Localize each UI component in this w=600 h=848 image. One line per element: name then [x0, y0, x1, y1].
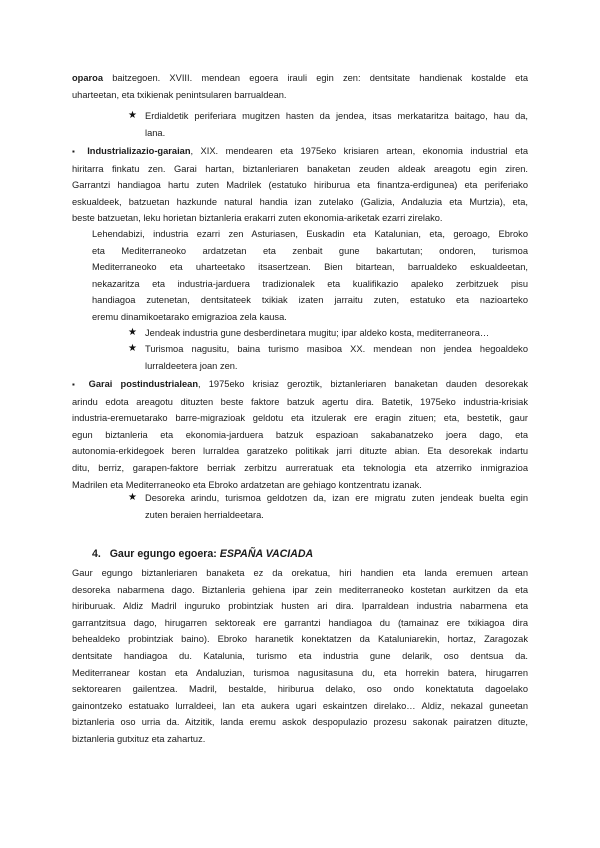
paragraph-opening — [72, 70, 528, 103]
section-title-italic: ESPAÑA VACIADA — [219, 548, 314, 560]
star-note-2: Jendeak industria gune desberdinetara mugitu; ipar aldeko kosta, mediterraneora… — [145, 328, 490, 338]
star-icon: ★ — [128, 343, 137, 354]
paragraph-line: uharteetan, eta txikienak penintsularen barrualdean. — [72, 89, 287, 100]
bold-term: Industrializazio-garaian — [87, 146, 191, 156]
star-icon: ★ — [128, 492, 137, 503]
section-heading — [92, 546, 313, 562]
star-note-4: Desoreka arindu, turismoa geldotzen da, izan ere migratu zuten jendeak buelta egin zuten beraien herrialdeetara. — [145, 493, 528, 520]
paragraph-first-industry: Lehendabizi, industria ezarri zen Asturiasen, Euskadin eta Katalunian, eta, geroago, Ebroko eta Mediterraneoko ardatzetan eta zenbait gune bakartutan; ondoren, turismoa Mediterraneoko eta uharteetako itsasertzean. Bien bitartean, barrualdeko eskualdeetan, nekazaritza eta industria-jarduera tradizionalek eta kualifikazio apaleko zerbitzuek pisu handiagoa zutenetan, dentsitateek txikiak izaten jarraitu zuten, estatuko eta nazioarteko eremu dinamikoetarako emigrazioa zela kausa. — [92, 229, 528, 322]
paragraph-industrialization: ▪ Industrializazio-garaian, XIX. mendearen eta 1975eko krisiaren artean, ekonomia industrial eta hiritarra finkatu zen. Garai hartan, biztanleriaren banaketan zeuden aldeak areagotu egin ziren. Garrantzi handiagoa hartu zuten Madrilek (estatuko hiriburua eta finantza-erdigunea) eta periferiako eskualdeek, batzuetan hazkunde natural handia izan zutelako (Galizia, Andaluzia eta Murtzia), eta, beste batzuetan, leku horietan biztanleria erakarri zuten ekonomia-ariketak ezarri zirelako. — [72, 146, 528, 224]
section-number: 4. — [92, 548, 101, 560]
square-bullet-icon: ▪ — [72, 380, 81, 389]
star-icon: ★ — [128, 110, 137, 121]
star-note-3: Turismoa nagusitu, baina turismo masiboa XX. mendean non jendea hegoaldeko lurraldeetera joan zen. — [145, 344, 528, 371]
section-title: Gaur egungo egoera: — [109, 548, 220, 560]
square-bullet-icon: ▪ — [72, 147, 80, 156]
bold-term: Garai postindustrialean — [88, 379, 199, 389]
paragraph-postindustrial: ▪ Garai postindustrialean, 1975eko krisiaz geroztik, biztanleriaren banaketan dauden desorekak arindu edota areagotu dituzten beste faktore batzuk agertu dira. Batetik, 1975eko industria-krisiak industria-eremuetarako barre-migrazioak geldotu eta itzulerak ere eragin zituen; eta, bestetik, gaur egun biztanleria eta ekonomia-jarduera batzuk espazioan sakabanatzeko joera dago, eta autonomia-erkidegoek beren lurraldea garatzeko politikak jarri dituzte abian. Eta desorekak indartu ditu, berriz, garapen-faktore berriak zerbitzu aurreratuak eta teknologia eta atzerriko inmigrazioa Madrilen eta Mediterraneoko eta Ebroko ardatzetan are gehiago kontzentratu izanak. — [72, 379, 529, 490]
paragraph-current-situation: Gaur egungo biztanleriaren banaketa ez da orekatua, hiri handien eta landa eremuen artean desoreka nabarmena dago. Biztanleria gehiena ipar zein mediterraneoko kostetan aurkitzen da eta hiriburuak. Aldiz Madril inguruko probintziak husten ari dira. Iparraldean industria nabarmena eta garrantzitsua dago, hirugarren sektoreak ere garrantzi handiagoa du (tamainaz ere txikiagoa dira behealdeko probintziak baino). Ebroko haranetik konektatzen da Kataluniarekin, hortaz, Zaragozak dentsitate handiagoa du. Katalunia, turismo eta industria gune delarik, oso dentsua da. Mediterranear kostan eta Andaluzian, turismoa nagusitasuna du, eta horrekin batera, hirugarren sektorearen gailentzea. Madril, bestalde, hiriburua delako, oso ondo konektatuta dagoelako gainontzeko estatuako lurraldeei, lan eta aukera ugari eskaintzen direlako… Aldiz, nekazal guneetan biztanleria oso urria da. Aitzitik, landa eremu askok despopulazio prozesu sakonak pairatzen dituzte, biztanleria gutxituz eta zahartuz. — [72, 568, 528, 744]
star-note-1: Erdialdetik periferiara mugitzen hasten da jendea, itsas merkataritza baitago, hau da, lana. — [145, 111, 528, 138]
star-icon: ★ — [128, 327, 137, 338]
paragraph-line: oparoa baitzegoen. XVIII. mendean egoera irauli egin zen: dentsitate handienak kostalde eta — [72, 73, 528, 83]
bold-term: oparoa — [72, 73, 103, 83]
